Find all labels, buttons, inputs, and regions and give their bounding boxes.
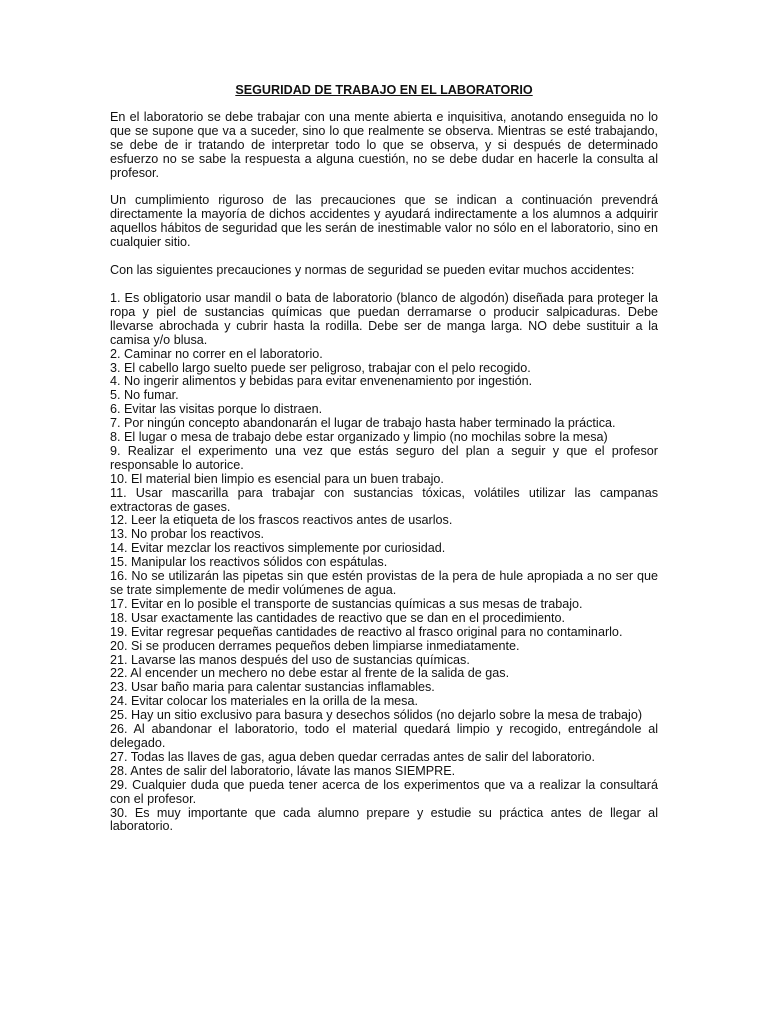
rule-item: 8. El lugar o mesa de trabajo debe estar organizado y limpio (no mochilas sobre la mesa) [110,430,608,445]
precautions-paragraph: Un cumplimiento riguroso de las precauciones que se indican a continuación prevendrá directamente la mayoría de dichos accidentes y ayudará indirectamente a los alumnos a adquirir aquellos hábitos de seguridad que les serán de inestimable valor no sólo en el laboratorio, sino en cualquier sitio. [110,193,658,250]
rule-item: 7. Por ningún concepto abandonarán el lugar de trabajo hasta haber terminado la práctica. [110,416,616,431]
rule-item: 2. Caminar no correr en el laboratorio. [110,346,323,361]
rule-item: 13. No probar los reactivos. [110,527,264,542]
document-title: SEGURIDAD DE TRABAJO EN EL LABORATORIO [235,83,533,97]
rule-item: 22. Al encender un mechero no debe estar al frente de la salida de gas. [110,666,510,681]
rule-item: 24. Evitar colocar los materiales en la orilla de la mesa. [110,694,418,709]
rule-item: 12. Leer la etiqueta de los frascos reactivos antes de usarlos. [110,513,453,528]
rules-lead-paragraph: Con las siguientes precauciones y normas de seguridad se pueden evitar muchos accidentes: [110,263,635,278]
rule-item: 3. El cabello largo suelto puede ser peligroso, trabajar con el pelo recogido. [110,360,531,375]
rule-item: 4. No ingerir alimentos y bebidas para evitar envenenamiento por ingestión. [110,374,533,389]
rule-item: 6. Evitar las visitas porque lo distraen. [110,402,323,417]
rule-item: 1. Es obligatorio usar mandil o bata de laboratorio (blanco de algodón) diseñada para proteger la ropa y piel de sustancias químicas que puedan derramarse o producir salpicaduras. Debe llevarse abrochada y cubrir hasta la rodilla. Debe ser de manga larga. NO debe sustituir a la camisa y/o blusa. [110,290,658,347]
rule-item: 15. Manipular los reactivos sólidos con espátulas. [110,555,388,570]
rule-item: 25. Hay un sitio exclusivo para basura y desechos sólidos (no dejarlo sobre la mesa de trabajo) [110,708,643,723]
rule-item: 18. Usar exactamente las cantidades de reactivo que se dan en el procedimiento. [110,610,566,625]
rule-item: 21. Lavarse las manos después del uso de sustancias químicas. [110,652,470,667]
rule-item: 10. El material bien limpio es esencial para un buen trabajo. [110,471,444,486]
rule-item: 19. Evitar regresar pequeñas cantidades de reactivo al frasco original para no contaminarlo. [110,624,623,639]
rule-item: 9. Realizar el experimento una vez que estás seguro del plan a seguir y que el profesor responsable lo autorice. [110,443,658,472]
rule-item: 17. Evitar en lo posible el transporte de sustancias químicas a sus mesas de trabajo. [110,596,583,611]
rule-item: 28. Antes de salir del laboratorio, lávate las manos SIEMPRE. [110,763,456,778]
rule-item: 20. Si se producen derrames pequeños deben limpiarse inmediatamente. [110,638,520,653]
rule-item: 30. Es muy importante que cada alumno prepare y estudie su práctica antes de llegar al laboratorio. [110,805,658,834]
rule-item: 27. Todas las llaves de gas, agua deben quedar cerradas antes de salir del laboratorio. [110,749,595,764]
rule-item: 11. Usar mascarilla para trabajar con sustancias tóxicas, volátiles utilizar las campanas extractoras de gases. [110,485,658,514]
rule-item: 23. Usar baño maria para calentar sustancias inflamables. [110,680,435,695]
safety-rules-list [110,292,658,834]
intro-paragraph: En el laboratorio se debe trabajar con una mente abierta e inquisitiva, anotando enseguida no lo que se supone que va a suceder, sino lo que realmente se observa. Mientras se esté trabajando, se debe de ir tratando de interpretar todo lo que se observa, y si después de determinado esfuerzo no se sabe la respuesta a alguna cuestión, no se debe dudar en hacerle la consulta al profesor. [110,109,658,180]
rule-item: 29. Cualquier duda que pueda tener acerca de los experimentos que va a realizar la consultará con el profesor. [110,777,658,806]
rule-item: 16. No se utilizarán las pipetas sin que estén provistas de la pera de hule apropiada a no ser que se trate simplemente de medir volúmenes de agua. [110,569,658,597]
rule-item: 5. No fumar. [110,388,179,403]
rule-item: 26. Al abandonar el laboratorio, todo el material quedará limpio y recogido, entregándole al delegado. [110,722,658,750]
document-page [110,84,658,834]
rule-item: 14. Evitar mezclar los reactivos simplemente por curiosidad. [110,541,446,556]
